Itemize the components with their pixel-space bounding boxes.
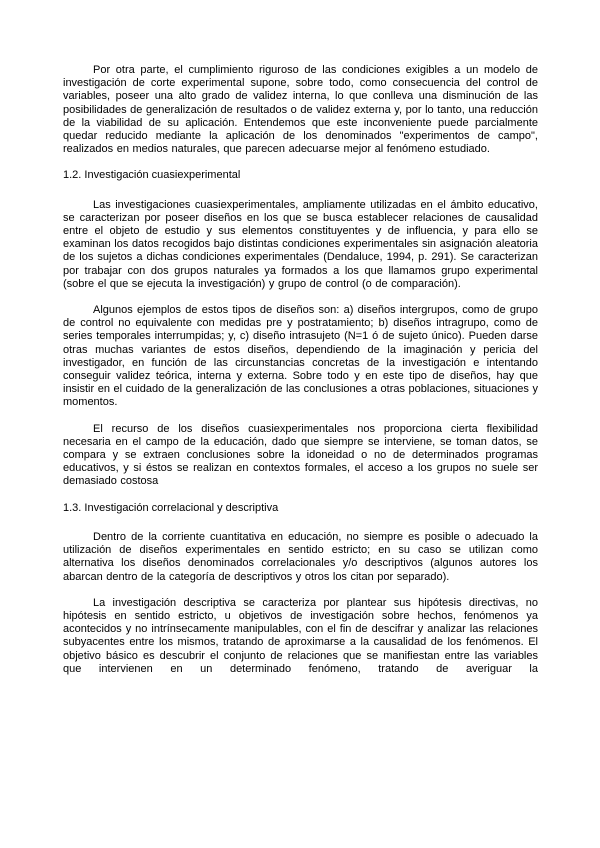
- paragraph-descriptive-research: La investigación descriptiva se caracteriza por plantear sus hipótesis directivas, no hipótesis en sentido estricto, u objetivos de investigación sobre hechos, fenómenos ya acontecidos y no intrínsecamente manipulables, con el fin de descifrar y analizar las relaciones subyacentes entre los mismos, tratando de aproximarse a la causalidad de los fenómenos. El objetivo básico es descubrir el conjunto de relaciones que se manifiestan entre las variables que intervienen en un determinado fenómeno, tratando de averiguar la: [63, 596, 538, 675]
- section-heading-1-3: 1.3. Investigación correlacional y descriptiva: [63, 501, 279, 514]
- paragraph-field-experiments: Por otra parte, el cumplimiento riguroso de las condiciones exigibles a un modelo de investigación de corte experimental supone, sobre todo, como consecuencia del control de variables, poseer una alto grado de validez interna, lo que conlleva una disminución de las posibilidades de generalización de resultados o de validez externa y, por lo tanto, una reducción de la viabilidad de su aplicación. Entendemos que este inconveniente puede parcialmente quedar reducido mediante la aplicación de los denominados "experimentos de campo", realizados en medios naturales, que parecen adecuarse mejor al fenómeno estudiado.: [63, 64, 538, 156]
- paragraph-flexibility: El recurso de los diseños cuasiexperimentales nos proporciona cierta flexibilidad necesaria en el campo de la educación, dado que siempre se interviene, se toman datos, se compara y se extraen conclusiones sobre la idoneidad o no de determinados programas educativos, y si éstos se realizan en contextos formales, el acceso a los grupos no suele ser demasiado costosa: [63, 422, 538, 488]
- paragraph-quasiexperimental-definition: Las investigaciones cuasiexperimentales, ampliamente utilizadas en el ámbito educativo, se caracterizan por poseer diseños en los que se busca establecer relaciones de causalidad entre el objeto de estudio y sus elementos constituyentes y de influencia, y para ello se examinan los datos recogidos bajo distintas condiciones experimentales sin asignación aleatoria de los sujetos a dichas condiciones experimentales (Dendaluce, 1994, p. 291). Se caracterizan por trabajar con dos grupos naturales ya formados a los que llamamos grupo experimental (sobre el que se ejecuta la investigación) y grupo de control (o de comparación).: [63, 198, 538, 290]
- paragraph-correlational-intro: Dentro de la corriente cuantitativa en educación, no siempre es posible o adecuado la utilización de diseños experimentales en sentido estricto; en su caso se utilizan como alternativa los diseños denominados correlacionales y/o descriptivos (algunos autores los abarcan dentro de la categoría de descriptivos y otros los citan por separado).: [63, 530, 538, 583]
- paragraph-design-examples: Algunos ejemplos de estos tipos de diseños son: a) diseños intergrupos, como de grupo de control no equivalente con medidas pre y postratamiento; b) diseños intragrupo, como de series temporales interrumpidas; y, c) diseño intrasujeto (N=1 ó de sujeto único). Pueden darse otras muchas variantes de estos diseños, dependiendo de la imaginación y pericia del investigador, en función de las circunstancias concretas de la investigación e intentando conseguir validez teórica, interna y externa. Sobre todo y en este tipo de diseños, hay que insistir en el cuidado de la generalización de las conclusiones a otras poblaciones, situaciones y momentos.: [63, 304, 538, 409]
- section-heading-1-2: 1.2. Investigación cuasiexperimental: [63, 169, 241, 182]
